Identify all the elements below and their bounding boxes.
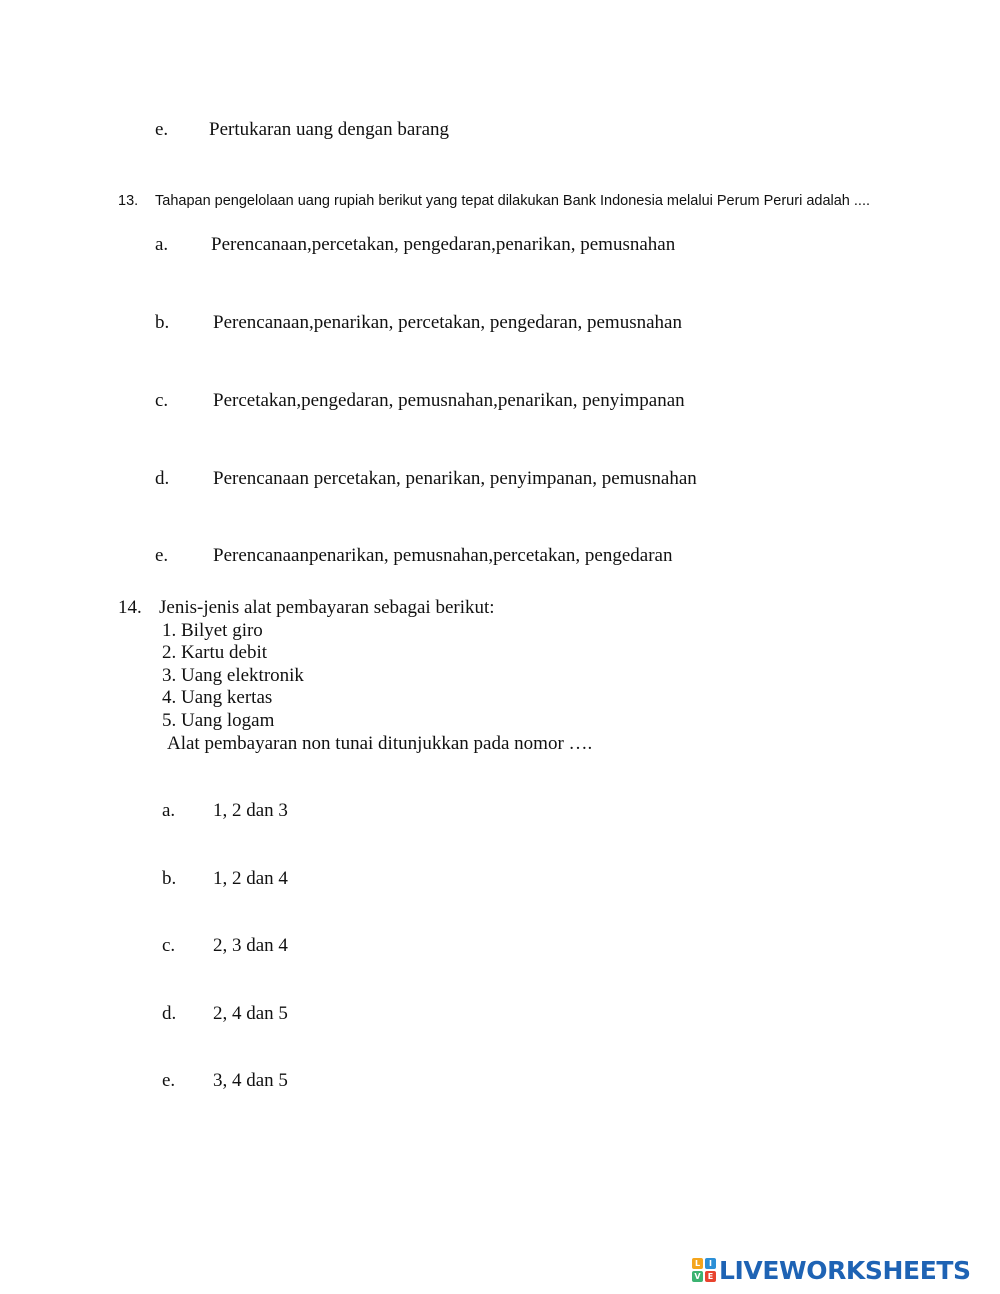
q14-item-3: 3. Uang elektronik (162, 665, 304, 686)
option-letter: e. (155, 119, 169, 140)
q14-option-b[interactable] (162, 869, 288, 888)
option-letter: a. (162, 800, 176, 821)
option-text: 3, 4 dan 5 (213, 1070, 288, 1091)
question-text: Jenis-jenis alat pembayaran sebagai berikut: (159, 597, 495, 618)
logo-text: LIVEWORKSHEETS (719, 1255, 971, 1285)
q13-option-a[interactable] (155, 235, 675, 254)
q14-prompt: Alat pembayaran non tunai ditunjukkan pada nomor …. (167, 733, 593, 754)
q13-option-c[interactable] (155, 391, 685, 410)
q12-option-e[interactable] (155, 120, 449, 139)
option-letter: c. (162, 935, 176, 956)
option-text: Percetakan,pengedaran, pemusnahan,penarikan, penyimpanan (213, 390, 685, 411)
question-13 (118, 191, 884, 212)
option-text: Perencanaan percetakan, penarikan, penyimpanan, pemusnahan (213, 468, 697, 489)
liveworksheets-logo (692, 1255, 971, 1285)
question-14 (118, 598, 495, 617)
question-number: 13. (118, 193, 139, 209)
option-text: Perencanaanpenarikan, pemusnahan,percetakan, pengedaran (213, 545, 673, 566)
option-letter: d. (155, 468, 170, 489)
option-text: Perencanaan,percetakan, pengedaran,penarikan, pemusnahan (211, 234, 676, 255)
option-letter: c. (155, 390, 169, 411)
option-letter: e. (162, 1070, 176, 1091)
q14-option-c[interactable] (162, 936, 288, 955)
option-text: 1, 2 dan 4 (213, 868, 288, 889)
option-letter: b. (162, 868, 177, 889)
q13-option-e[interactable] (155, 546, 672, 565)
logo-mark-icon: L I V E (692, 1258, 716, 1282)
q14-item-1: 1. Bilyet giro (162, 620, 263, 641)
q14-option-e[interactable] (162, 1071, 288, 1090)
option-letter: a. (155, 234, 169, 255)
option-letter: e. (155, 545, 169, 566)
option-text: Perencanaan,penarikan, percetakan, pengedaran, pemusnahan (213, 312, 682, 333)
option-letter: d. (162, 1003, 177, 1024)
option-letter: b. (155, 312, 170, 333)
option-text: 2, 3 dan 4 (213, 935, 288, 956)
option-text: 1, 2 dan 3 (213, 800, 288, 821)
q14-item-2: 2. Kartu debit (162, 642, 268, 663)
q13-option-b[interactable] (155, 313, 682, 332)
option-text: 2, 4 dan 5 (213, 1003, 288, 1024)
option-text: Pertukaran uang dengan barang (209, 119, 450, 140)
q14-option-d[interactable] (162, 1004, 288, 1023)
question-text: Tahapan pengelolaan uang rupiah berikut yang tepat dilakukan Bank Indonesia melalui Perum Peruri adalah .... (155, 193, 871, 209)
question-number: 14. (118, 597, 142, 618)
q13-option-d[interactable] (155, 469, 697, 488)
q14-option-a[interactable] (162, 801, 288, 820)
q14-item-4: 4. Uang kertas (162, 687, 273, 708)
q14-item-5: 5. Uang logam (162, 710, 275, 731)
